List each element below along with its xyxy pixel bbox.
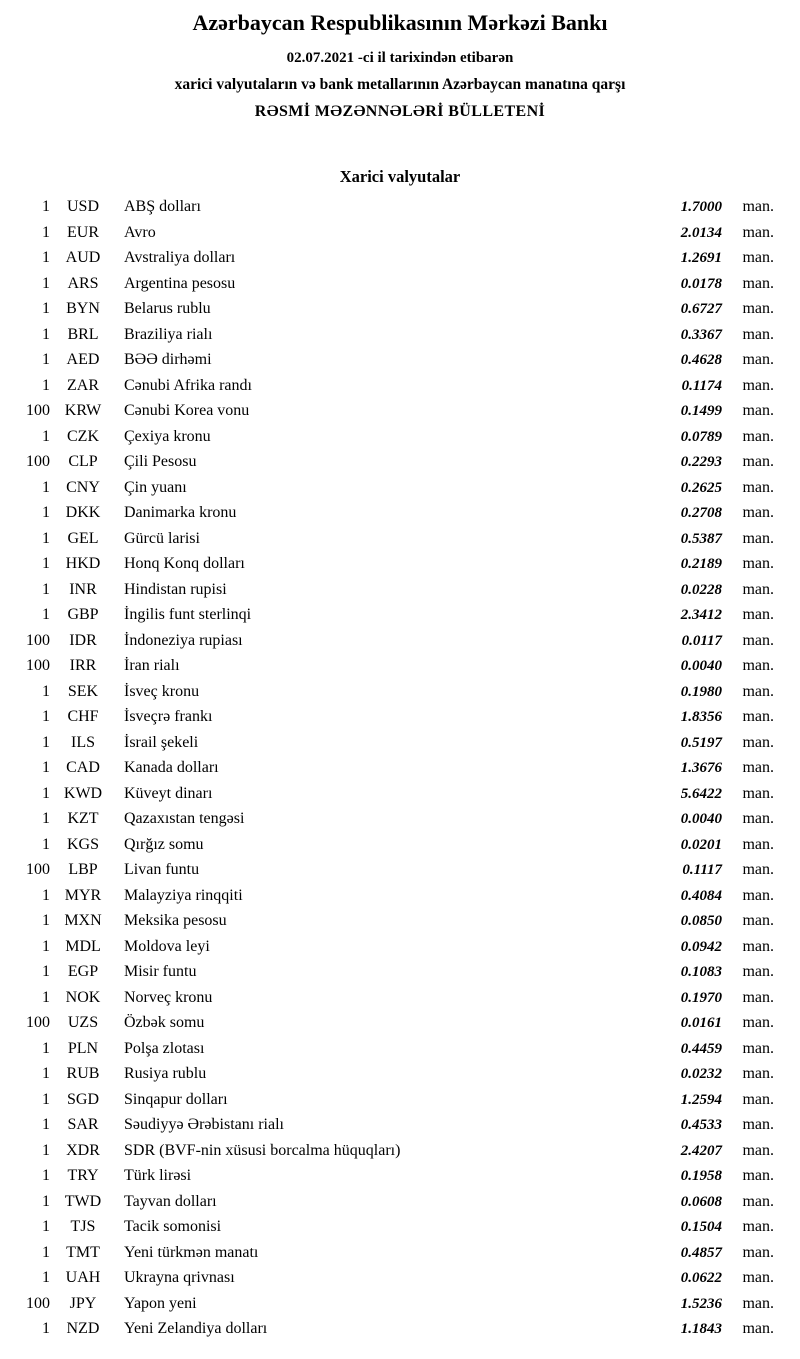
currency-unit: man. [742,402,774,419]
currency-quantity: 1 [42,325,50,343]
currency-code: MYR [64,886,102,904]
currency-unit: man. [742,1065,774,1082]
currency-quantity: 100 [26,1014,50,1031]
currency-unit: man. [742,963,774,980]
currency-name: Gürcü larisi [124,529,200,547]
currency-rate: 0.0228 [680,581,722,598]
currency-name: Çin yuanı [124,478,187,496]
currency-name: Qırğız somu [124,835,204,853]
table-row [8,347,774,373]
currency-code: KRW [64,402,102,419]
currency-unit: man. [742,784,774,802]
currency-name: Rusiya rublu [124,1065,207,1082]
currency-name: Çexiya kronu [124,427,211,445]
currency-quantity: 1 [42,937,50,955]
currency-rate: 1.1843 [680,1321,722,1337]
currency-code: JPY [69,1294,97,1312]
currency-name: Avstraliya dolları [124,249,236,266]
currency-quantity: 1 [42,682,50,700]
currency-name: Malayziya rinqqiti [124,886,243,904]
currency-name: Moldova leyi [124,937,210,955]
currency-rate: 0.0232 [680,1066,722,1082]
currency-code: CZK [67,427,99,445]
currency-quantity: 1 [42,529,50,547]
currency-rate: 0.0850 [680,913,722,929]
currency-code: UAH [65,1269,101,1286]
currency-unit: man. [742,300,774,317]
table-row [8,245,774,271]
currency-name: Tacik somonisi [124,1218,222,1235]
currency-code: KZT [67,810,99,827]
page-header [0,10,800,121]
currency-rate: 0.4857 [680,1244,722,1261]
bulletin-title: RƏSMİ MƏZƏNNƏLƏRİ BÜLLETENİ [254,103,546,120]
currency-quantity: 1 [42,300,50,317]
currency-unit: man. [742,223,774,241]
currency-unit: man. [742,1218,774,1235]
currency-quantity: 1 [42,1065,50,1082]
currency-quantity: 1 [42,351,50,368]
currency-code: UZS [67,1014,99,1031]
currency-quantity: 1 [42,1218,50,1235]
currency-code: MXN [64,912,102,929]
currency-quantity: 1 [42,1090,50,1108]
currency-code: ILS [71,733,95,751]
currency-code: IRR [69,657,97,674]
currency-rate: 1.2691 [680,250,722,266]
table-row [8,806,774,832]
currency-quantity: 1 [42,1039,50,1057]
currency-rate: 0.1083 [680,964,722,980]
table-row [8,398,774,424]
currency-unit: man. [742,1320,774,1337]
currency-rate: 0.1174 [681,377,722,394]
currency-code: PLN [67,1039,99,1057]
table-row [8,194,774,220]
currency-quantity: 1 [42,1141,50,1159]
currency-unit: man. [742,1090,774,1108]
currency-code: TMT [66,1243,100,1261]
currency-code: BRL [67,325,99,343]
currency-unit: man. [742,1243,774,1261]
currency-unit: man. [742,504,774,521]
currency-rate: 0.2189 [680,556,722,572]
currency-quantity: 1 [42,733,50,751]
currency-unit: man. [742,325,774,343]
currency-code: GEL [67,529,99,547]
table-row [8,271,774,297]
currency-quantity: 1 [42,376,50,394]
currency-unit: man. [742,988,774,1006]
currency-quantity: 100 [26,402,50,419]
currency-name: Özbək somu [124,1014,205,1031]
currency-unit: man. [742,478,774,496]
currency-rate: 0.2625 [680,479,722,496]
currency-name: Livan funtu [124,861,200,878]
currency-code: USD [66,198,99,215]
table-row [8,551,774,577]
currency-quantity: 1 [42,504,50,521]
currency-code: CLP [68,453,98,470]
currency-code: MDL [65,937,101,955]
table-row [8,1291,774,1317]
currency-unit: man. [742,529,774,547]
currency-quantity: 1 [42,886,50,904]
currency-rate: 0.0178 [680,275,722,292]
currency-unit: man. [742,759,774,776]
currency-code: XDR [66,1141,100,1159]
table-row [8,934,774,960]
currency-unit: man. [742,861,774,878]
currency-unit: man. [742,274,774,292]
currency-rate: 0.0608 [680,1193,722,1210]
currency-unit: man. [742,912,774,929]
currency-code: HKD [65,555,101,572]
table-row [8,1189,774,1215]
currency-code: CAD [66,759,100,776]
currency-name: Sinqapur dolları [124,1090,228,1108]
currency-rate: 0.1980 [680,683,722,700]
table-row [8,220,774,246]
subtitle-line: xarici valyutaların və bank metallarının Azərbaycan manatına qarşı [174,76,626,93]
currency-code: DKK [65,504,101,521]
table-row [8,475,774,501]
table-row [8,1087,774,1113]
currency-name: İngilis funt sterlinqi [124,606,252,623]
currency-name: Yapon yeni [124,1294,197,1312]
currency-name: Belarus rublu [124,300,211,317]
currency-code: AUD [65,249,101,266]
table-row [8,1010,774,1036]
currency-quantity: 1 [42,810,50,827]
table-row [8,296,774,322]
currency-name: İran rialı [124,657,180,674]
currency-name: Honq Konq dolları [124,555,245,572]
currency-name: Danimarka kronu [124,504,237,521]
currency-name: Avro [124,223,156,241]
currency-rate: 0.0040 [680,658,722,674]
currency-rate: 0.1958 [680,1168,722,1184]
currency-unit: man. [742,198,774,215]
currency-quantity: 100 [26,861,50,878]
currency-code: GBP [67,606,99,623]
currency-unit: man. [742,453,774,470]
currency-unit: man. [742,1192,774,1210]
table-row [8,781,774,807]
table-row [8,1316,774,1342]
currency-code: KGS [66,835,99,853]
currency-code: TJS [70,1218,96,1235]
currency-unit: man. [742,580,774,598]
table-row [8,985,774,1011]
currency-name: Meksika pesosu [124,912,227,929]
currency-quantity: 1 [42,198,50,215]
currency-unit: man. [742,682,774,700]
currency-code: NZD [66,1320,100,1337]
currency-quantity: 1 [42,835,50,853]
currency-quantity: 1 [42,274,50,292]
currency-code: EGP [67,963,99,980]
currency-unit: man. [742,351,774,368]
currency-unit: man. [742,1294,774,1312]
currency-unit: man. [742,657,774,674]
currency-code: SAR [67,1116,99,1133]
currency-quantity: 1 [42,1192,50,1210]
currency-unit: man. [742,606,774,623]
table-row [8,1163,774,1189]
currency-unit: man. [742,1039,774,1057]
currency-quantity: 1 [42,606,50,623]
currency-unit: man. [742,249,774,266]
currency-name: Ukrayna qrivnası [124,1269,235,1286]
currency-rate: 1.7000 [680,199,722,215]
currency-unit: man. [742,631,774,649]
table-row [8,755,774,781]
currency-code: AED [66,351,100,368]
currency-quantity: 1 [42,555,50,572]
table-row [8,1036,774,1062]
table-row [8,1214,774,1240]
currency-name: Türk lirəsi [124,1167,192,1184]
currency-rate: 0.0201 [680,836,722,853]
currency-name: İsveçrə frankı [124,708,213,725]
currency-name: SDR (BVF-nin xüsusi borcalma hüquqları) [124,1141,401,1159]
currency-name: Argentina pesosu [124,274,236,292]
currency-rate: 2.0134 [680,224,722,241]
table-row [8,602,774,628]
currency-name: ABŞ dolları [124,198,201,215]
currency-rate: 0.4459 [680,1040,722,1057]
currency-rate: 0.5387 [680,530,722,547]
currency-name: Polşa zlotası [124,1039,205,1057]
currency-rate: 0.0622 [680,1270,722,1286]
currency-code: CNY [66,478,100,496]
currency-name: Norveç kronu [124,988,213,1006]
currency-code: EUR [67,223,99,241]
table-row [8,322,774,348]
currency-code: INR [69,580,97,598]
currency-unit: man. [742,835,774,853]
currency-rate: 0.1499 [680,403,722,419]
currency-rate: 1.3676 [680,760,722,776]
currency-rate: 0.2293 [680,454,722,470]
currency-quantity: 100 [26,657,50,674]
currency-name: Yeni Zelandiya dolları [124,1320,268,1337]
currency-name: Küveyt dinarı [124,784,213,802]
currency-code: SEK [67,682,99,700]
currency-unit: man. [742,733,774,751]
currency-quantity: 1 [42,580,50,598]
table-row [8,959,774,985]
page-title: Azərbaycan Respublikasının Mərkəzi Bankı [192,10,608,35]
currency-unit: man. [742,1167,774,1184]
table-row [8,679,774,705]
currency-unit: man. [742,1014,774,1031]
currency-quantity: 1 [42,478,50,496]
currency-name: Misir funtu [124,963,197,980]
currency-code: CHF [67,708,99,725]
currency-rate: 0.2708 [680,505,722,521]
currency-quantity: 100 [26,1294,50,1312]
table-row [8,653,774,679]
table-row [8,577,774,603]
currency-rate: 0.5197 [680,734,722,751]
currency-quantity: 100 [26,631,50,649]
currency-quantity: 1 [42,1167,50,1184]
currency-name: Səudiyyə Ərəbistanı rialı [124,1116,284,1133]
currency-code: LBP [68,861,98,878]
currency-name: Hindistan rupisi [124,580,227,598]
currency-quantity: 1 [42,759,50,776]
table-row [8,1265,774,1291]
table-row [8,908,774,934]
currency-code: TWD [64,1192,102,1210]
currency-unit: man. [742,810,774,827]
currency-rate: 0.3367 [680,326,722,343]
currency-rate: 0.1504 [680,1219,722,1235]
currency-rate: 2.4207 [680,1142,722,1159]
currency-rate: 1.8356 [680,709,722,725]
currency-name: İndoneziya rupiası [124,631,243,649]
currency-name: Qazaxıstan tengəsi [124,810,245,827]
currency-quantity: 1 [42,988,50,1006]
currency-unit: man. [742,708,774,725]
table-row [8,526,774,552]
currency-rate: 2.3412 [680,607,722,623]
currency-name: Yeni türkmən manatı [124,1243,259,1261]
currency-code: RUB [66,1065,100,1082]
currency-unit: man. [742,376,774,394]
currency-name: Cənubi Korea vonu [124,402,250,419]
currency-name: İsrail şekeli [124,733,199,751]
table-row [8,1061,774,1087]
currency-name: Çili Pesosu [124,453,197,470]
currency-quantity: 1 [42,1320,50,1337]
currency-quantity: 1 [42,223,50,241]
currency-quantity: 1 [42,912,50,929]
currency-code: SGD [66,1090,99,1108]
currency-quantity: 1 [42,249,50,266]
currency-rate: 1.2594 [680,1091,722,1108]
currency-unit: man. [742,555,774,572]
currency-rate: 0.4628 [680,352,722,368]
currency-quantity: 1 [42,963,50,980]
table-row [8,1112,774,1138]
currency-name: Kanada dolları [124,759,219,776]
currency-code: IDR [69,631,97,649]
table-row [8,628,774,654]
currency-name: BƏƏ dirhəmi [124,351,212,368]
currency-quantity: 1 [42,1116,50,1133]
currency-rate: 0.0942 [680,938,722,955]
currency-code: BYN [66,300,100,317]
currency-code: TRY [67,1167,99,1184]
currency-quantity: 1 [42,1243,50,1261]
table-row [8,883,774,909]
currency-rate: 5.6422 [680,785,722,802]
table-row [8,857,774,883]
currency-name: Tayvan dolları [124,1192,217,1210]
currency-rate: 0.1117 [682,862,722,878]
date-line: 02.07.2021 -ci il tarixindən etibarən [286,50,514,66]
currency-rate: 0.4533 [680,1117,722,1133]
currency-unit: man. [742,886,774,904]
currency-unit: man. [742,427,774,445]
currency-name: İsveç kronu [124,682,200,700]
table-row [8,1138,774,1164]
currency-code: NOK [65,988,101,1006]
currency-rate: 0.4084 [680,887,722,904]
table-row [8,424,774,450]
section-title: Xarici valyutalar [339,167,461,186]
currency-rate: 0.0117 [681,632,722,649]
table-row [8,500,774,526]
currency-unit: man. [742,937,774,955]
currency-quantity: 1 [42,784,50,802]
table-row [8,730,774,756]
currency-name: Braziliya rialı [124,325,213,343]
table-row [8,704,774,730]
table-row [8,832,774,858]
currency-rate: 0.0040 [680,811,722,827]
currency-quantity: 1 [42,427,50,445]
currency-code: ARS [67,274,99,292]
currency-rate: 0.0161 [680,1015,722,1031]
currency-unit: man. [742,1269,774,1286]
currency-quantity: 1 [42,1269,50,1286]
table-row [8,449,774,475]
currency-rate: 0.1970 [680,989,722,1006]
currency-code: KWD [63,784,103,802]
currency-unit: man. [742,1116,774,1133]
currency-name: Cənubi Afrika randı [124,376,252,394]
currency-quantity: 100 [26,453,50,470]
rates-table [0,194,800,1342]
currency-rate: 0.0789 [680,428,722,445]
currency-rate: 1.5236 [680,1295,722,1312]
currency-rate: 0.6727 [680,301,722,317]
currency-quantity: 1 [42,708,50,725]
table-row [8,1240,774,1266]
currency-code: ZAR [67,376,99,394]
currency-unit: man. [742,1141,774,1159]
table-row [8,373,774,399]
